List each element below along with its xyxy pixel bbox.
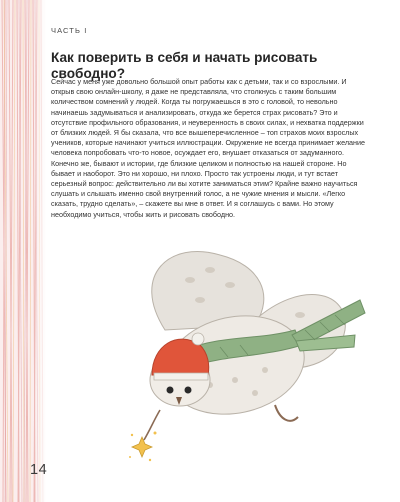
owl-illustration-icon <box>70 235 380 475</box>
body-paragraph: Сейчас у меня уже довольно большой опыт работы как с детьми, так и со взрослыми. И открыв свою онлайн-школу, я даже не представляла, что столкнусь с таким большим количеством сомнений у людей. Когда ты погружаешься в это с головой, то невольно начинаешь задумываться и анализировать, откуда же берется страх рисовать? Это и отсутствие профильного образования, и неуверенность в своих силах, и нехватка поддержки от близких людей. Я бы сказала, что все вышеперечисленное – топ страхов моих взрослых учеников, которые начинают учиться иллюстрации. Окружение не всегда принимает желание человека попробовать что-то новое, осуждает его, внушает отказаться от задуманного. Конечно же, бывают и истории, где близкие целиком и полностью на нашей стороне. Но бывает и наоборот. Это ни хорошо, ни плохо. Просто так устроены люди, и тут встает серьезный вопрос: действительно ли вы хотите заниматься этим? Крайне важно научиться слушать и слышать именно свой внутренний голос, а не чужие мнения и мысли. «Легко сказать, трудно сделать», – скажете вы мне в ответ. И я соглашусь с вами. Но этому необходимо учиться, чтобы жить и рисовать свободно. <box>51 77 366 219</box>
chapter-label: ЧАСТЬ I <box>51 26 88 35</box>
page-title: Как поверить в себя и начать рисовать свободно? <box>51 50 318 81</box>
crayon-texture-decoration <box>0 0 46 502</box>
page-number: 14 <box>30 462 48 478</box>
